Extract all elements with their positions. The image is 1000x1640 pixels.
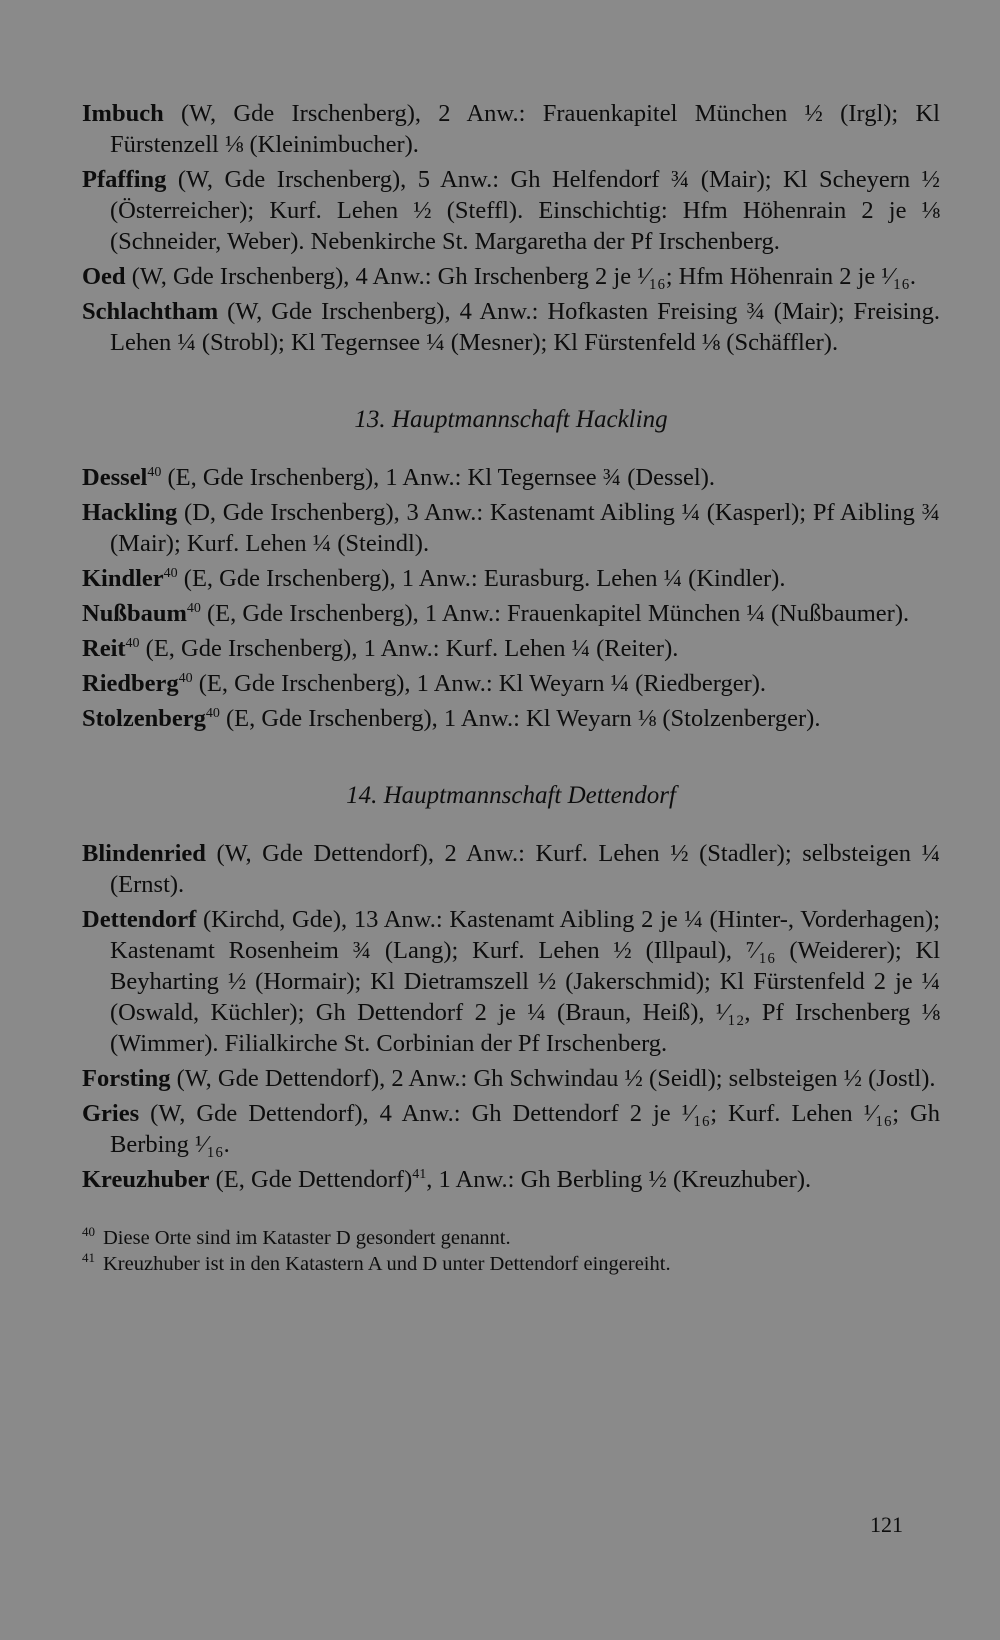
entry-dettendorf xyxy=(82,904,940,1059)
entry-text: (W, Gde Dettendorf), 2 Anw.: Kurf. Lehen ½ (Stadler); selbsteigen ¼ (Ernst). xyxy=(110,840,940,898)
page-number: 121 xyxy=(870,1512,903,1537)
place-name: Riedberg xyxy=(82,670,179,697)
footnote-ref: 40 xyxy=(205,705,220,721)
entry-forsting xyxy=(82,1063,940,1094)
place-name: Forsting xyxy=(82,1065,171,1092)
footnote xyxy=(82,1225,940,1251)
entry-oed xyxy=(82,261,940,292)
place-name: Reit xyxy=(82,635,126,662)
footnote-mark: 40 xyxy=(82,1224,95,1240)
section-continued xyxy=(82,98,940,358)
place-name: Hackling xyxy=(82,499,178,526)
text-column xyxy=(82,98,940,1277)
entry-kindler xyxy=(82,563,940,594)
section-heading: 14. Hauptmannschaft Dettendorf xyxy=(346,782,676,809)
entry-text: (E, Gde Irschenberg), 1 Anw.: Frauenkapitel München ¼ (Nußbaumer). xyxy=(200,600,910,627)
place-name: Stolzenberg xyxy=(82,705,206,732)
entry-pfaffing xyxy=(82,164,940,257)
place-name: Kindler xyxy=(82,565,164,592)
footnote-ref: 41 xyxy=(412,1166,427,1182)
footnotes xyxy=(82,1225,940,1277)
place-name: Nußbaum xyxy=(82,600,187,627)
place-name: Gries xyxy=(82,1100,140,1127)
footnote-ref: 40 xyxy=(163,565,178,581)
footnote-text: Kreuzhuber ist in den Katastern A und D unter Dettendorf eingereiht. xyxy=(103,1253,671,1275)
entry-text: (E, Gde Irschenberg), 1 Anw.: Kl Weyarn ¼ (Riedberger). xyxy=(192,670,767,697)
place-name: Pfaffing xyxy=(82,166,167,193)
place-name: Dettendorf xyxy=(82,906,197,933)
place-name: Imbuch xyxy=(82,100,164,127)
footnote-mark: 41 xyxy=(82,1250,95,1266)
footnote-ref: 40 xyxy=(178,670,193,686)
entry-text: (Kirchd, Gde), 13 Anw.: Kastenamt Aibling 2 je ¼ (Hinter-, Vorderhagen); Kastenamt Rosenheim ¾ (Lang); Kurf. Lehen ½ (Illpaul), ⁷⁄₁₆ (Weiderer); Kl Beyharting ½ (Hormair); Kl Dietramszell ½ (Jakerschmid); Kl Fürstenfeld 2 je ¼ (Oswald, Küchler); Gh Dettendorf 2 je ¼ (Braun, Heiß), ¹⁄₁₂, Pf Irschenberg ⅛ (Wimmer). Filialkirche St. Corbinian der Pf Irschenberg. xyxy=(110,906,940,1057)
entry-dessel xyxy=(82,462,940,493)
footnote-text: Diese Orte sind im Kataster D gesondert genannt. xyxy=(103,1227,511,1249)
footnote-ref: 40 xyxy=(147,464,162,480)
section-heading: 13. Hauptmannschaft Hackling xyxy=(354,406,668,433)
entry-reit xyxy=(82,633,940,664)
entry-kreuzhuber xyxy=(82,1164,940,1195)
entry-text: (W, Gde Dettendorf), 2 Anw.: Gh Schwindau ½ (Seidl); selbsteigen ½ (Jostl). xyxy=(170,1065,936,1092)
entry-hackling xyxy=(82,497,940,559)
place-name: Dessel xyxy=(82,464,148,491)
section-hackling xyxy=(82,404,940,734)
place-name: Oed xyxy=(82,263,126,290)
entry-blindenried xyxy=(82,838,940,900)
entry-imbuch xyxy=(82,98,940,160)
entry-text-continued: , 1 Anw.: Gh Berbling ½ (Kreuzhuber). xyxy=(426,1166,812,1193)
entry-text: (E, Gde Dettendorf) xyxy=(209,1166,413,1193)
entry-text: (E, Gde Irschenberg), 1 Anw.: Kurf. Lehen ¼ (Reiter). xyxy=(139,635,679,662)
entry-text: (W, Gde Irschenberg), 5 Anw.: Gh Helfendorf ¾ (Mair); Kl Scheyern ½ (Österreicher); Kurf. Lehen ½ (Steffl). Einschichtig: Hfm Höhenrain 2 je ⅛ (Schneider, Weber). Nebenkirche St. Margaretha der Pf Irschenberg. xyxy=(110,166,940,255)
entry-text: (W, Gde Irschenberg), 4 Anw.: Gh Irschenberg 2 je ¹⁄₁₆; Hfm Höhenrain 2 je ¹⁄₁₆. xyxy=(125,263,917,290)
place-name: Kreuzhuber xyxy=(82,1166,210,1193)
footnote-ref: 40 xyxy=(186,600,201,616)
entry-text: (W, Gde Dettendorf), 4 Anw.: Gh Dettendorf 2 je ¹⁄₁₆; Kurf. Lehen ¹⁄₁₆; Gh Berbing ¹⁄₁₆. xyxy=(110,1100,940,1158)
entry-text: (E, Gde Irschenberg), 1 Anw.: Eurasburg. Lehen ¼ (Kindler). xyxy=(177,565,786,592)
place-name: Blindenried xyxy=(82,840,206,867)
entry-riedberg xyxy=(82,668,940,699)
entry-schlachtham xyxy=(82,296,940,358)
entry-stolzenberg xyxy=(82,703,940,734)
footnote xyxy=(82,1251,940,1277)
entry-gries xyxy=(82,1098,940,1160)
footnote-ref: 40 xyxy=(125,635,140,651)
section-dettendorf xyxy=(82,780,940,1195)
entry-text: (W, Gde Irschenberg), 2 Anw.: Frauenkapitel München ½ (Irgl); Kl Fürstenzell ⅛ (Kleinimbucher). xyxy=(110,100,940,158)
place-name: Schlachtham xyxy=(82,298,219,325)
entry-text: (W, Gde Irschenberg), 4 Anw.: Hofkasten Freising ¾ (Mair); Freising. Lehen ¼ (Strobl); Kl Tegernsee ¼ (Mesner); Kl Fürstenfeld ⅛ (Schäffler). xyxy=(110,298,940,356)
entry-text: (E, Gde Irschenberg), 1 Anw.: Kl Tegernsee ¾ (Dessel). xyxy=(161,464,716,491)
entry-text: (E, Gde Irschenberg), 1 Anw.: Kl Weyarn ⅛ (Stolzenberger). xyxy=(219,705,821,732)
entry-text: (D, Gde Irschenberg), 3 Anw.: Kastenamt Aibling ¼ (Kasperl); Pf Aibling ¾ (Mair); Kurf. Lehen ¼ (Steindl). xyxy=(110,499,940,557)
entry-nussbaum xyxy=(82,598,940,629)
